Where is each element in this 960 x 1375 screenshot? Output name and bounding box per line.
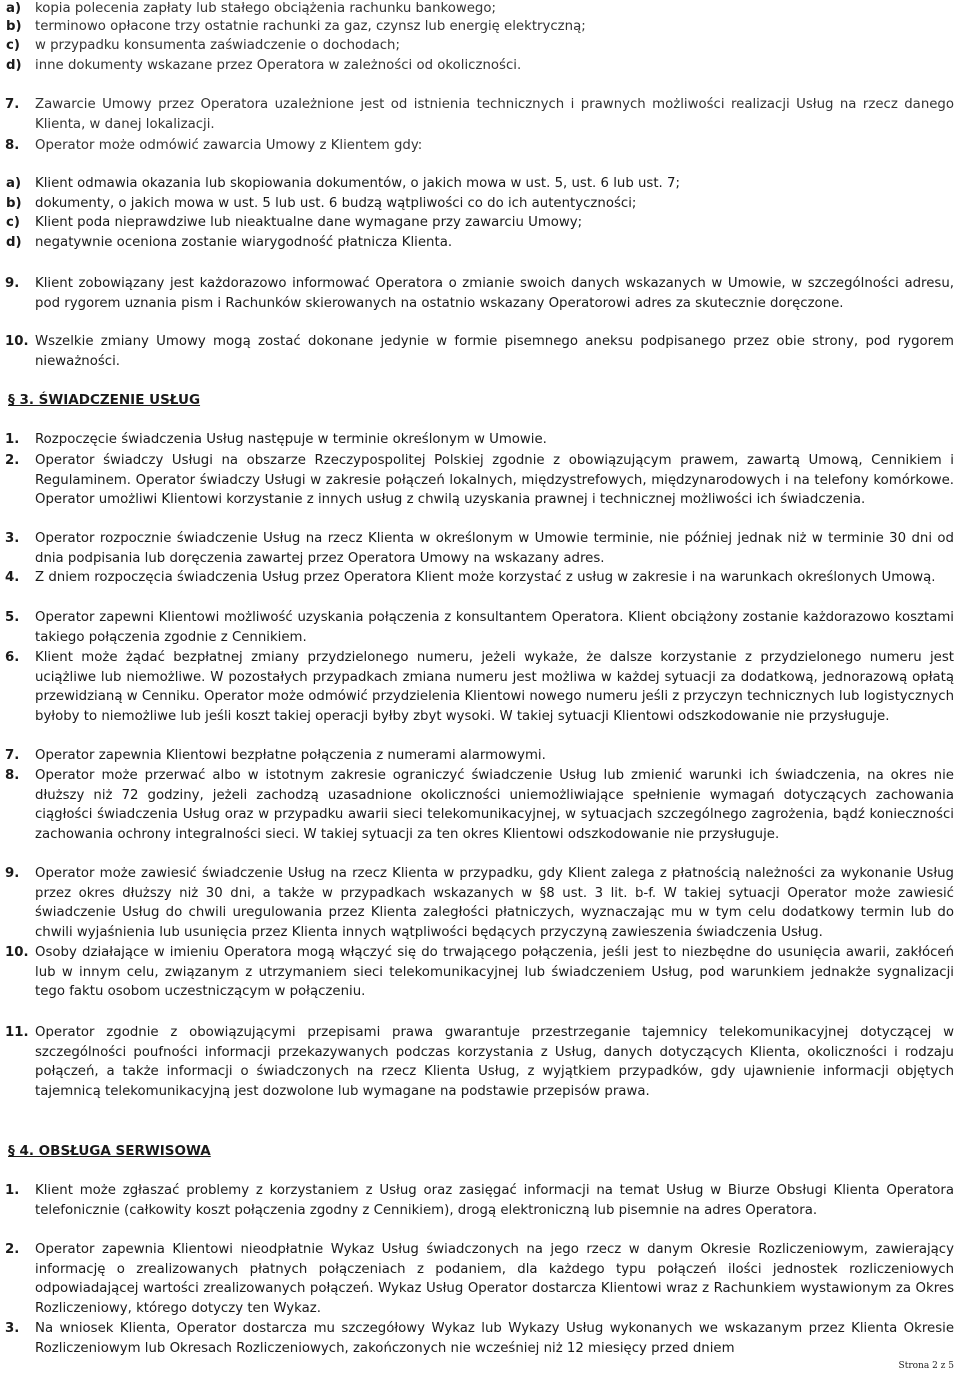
paragraph-text: Klient może żądać bezpłatnej zmiany przydzielonego numeru, jeżeli wykaże, że dalsze korzystanie z przydzielonego numeru jest uciążliwe lub niemożliwe. W pozostałych przypadkach zmiana numeru jest możliwa w każdej sytuacji za dodatkową, jednorazową opłatą przewidzianą w Cenniku. Operator może odmówić przydzielenia Klientowi nowego numeru jeśli z przyczyn technicznych lub logistycznych byłoby to niemożliwe lub jeśli koszt takiej operacji byłby zbyt wysoki. W takiej sytuacji Klientowi odszkodowanie nie przysługuje. [35, 650, 954, 724]
paragraph-text: Na wniosek Klienta, Operator dostarcza mu szczegółowy Wykaz lub Wykazy Usług wykonanych we wskazanym przez Klienta Okresie Rozliczeniowym lub Okresach Rozliczeniowych, zakończonych nie wcześniej niż 12 miesięcy przed dniem [35, 1321, 954, 1356]
section3-item-10 [0, 943, 960, 1002]
paragraph-text: Operator może odmówić zawarcia Umowy z Klientem gdy: [35, 138, 423, 153]
paragraph-number: 8. [5, 768, 20, 783]
paragraph-text: Klient może zgłaszać problemy z korzystaniem z Usług oraz zasięgać informacji na temat Usług w Biurze Obsługi Klienta Operatora telefonicznie (całkowity koszt połączenia zgodny z Cennikiem), drogą elektroniczną lub pisemnie na adres Operatora. [35, 1183, 954, 1218]
paragraph-text: Wszelkie zmiany Umowy mogą zostać dokonane jedynie w formie pisemnego aneksu podpisanego przez obie strony, pod rygorem nieważności. [35, 334, 954, 369]
paragraph-number: 9. [5, 866, 20, 881]
paragraph-text: Zawarcie Umowy przez Operatora uzależnione jest od istnienia technicznych i prawnych możliwości realizacji Usług na rzecz danego Klienta, w danej lokalizacji. [35, 97, 954, 132]
paragraph-text: Osoby działające w imieniu Operatora mogą włączyć się do trwającego połączenia, jeśli jest to niezbędne do usunięcia awarii, zakłóceń lub w innym celu, związanym z utrzymaniem sieci telekomunikacyjnej lub świadczeniem Usług, pod warunkiem jednakże sygnalizacji tego faktu osobom uczestniczącym w połączeniu. [35, 945, 954, 999]
paragraph-number: 9. [5, 276, 20, 291]
list-item-text: w przypadku konsumenta zaświadczenie o dochodach; [35, 38, 400, 53]
section3-item-4 [0, 568, 960, 588]
list-item-text: Klient odmawia okazania lub skopiowania dokumentów, o jakich mowa w ust. 5, ust. 6 lub ust. 7; [35, 176, 680, 191]
list-item-label: c) [6, 215, 20, 230]
list-item [0, 213, 960, 233]
list-item [0, 0, 960, 19]
list-item [0, 17, 960, 37]
list-item [0, 233, 960, 253]
paragraph-number: 8. [5, 138, 20, 153]
section3-item-9 [0, 864, 960, 942]
paragraph-number: 2. [5, 1242, 20, 1257]
list-item [0, 194, 960, 214]
paragraph-text: Operator może przerwać albo w istotnym zakresie ograniczyć świadczenie Usług lub zmienić warunki ich świadczenia, na okres nie dłuższy niż 72 godziny, jeżeli zachodzą uzasadnione okoliczności uniemożliwiające spełnienie wymagań dotyczących zachowania ciągłości świadczenia Usług oraz w przypadku awarii sieci telekomunikacyjnej, w sytuacjach szczególnego zagrożenia, bądź konieczności zachowania ochrony integralności sieci. W takiej sytuacji za ten okres Klientowi odszkodowanie nie przysługuje. [35, 768, 954, 842]
paragraph-text: Operator może zawiesić świadczenie Usług na rzecz Klienta w przypadku, gdy Klient zalega z płatnością należności za wykonanie Usług przez okres dłuższy niż 30 dni, a także w przypadkach wskazanych w §8 ust. 3 lit. b-f. W takiej sytuacji Operator może zawiesić świadczenie Usług do chwili uregulowania przez Klienta zaległości płatniczych, wyznaczając mu w tym celu dodatkowy termin lub do chwili wyjaśnienia lub usunięcia przez Klienta innych wątpliwości będących przyczyną zawieszenia świadczenia Usług. [35, 866, 954, 940]
list-item-text: dokumenty, o jakich mowa w ust. 5 lub ust. 6 budzą wątpliwości co do ich autentyczności; [35, 196, 637, 211]
paragraph-text: Operator zapewni Klientowi możliwość uzyskania połączenia z konsultantem Operatora. Klient obciążony zostanie każdorazowo kosztami takiego połączenia zgodnie z Cennikiem. [35, 610, 954, 645]
list-item-text: negatywnie oceniona zostanie wiarygodność płatnicza Klienta. [35, 235, 453, 250]
paragraph-9 [0, 274, 960, 313]
section4-item-1 [0, 1181, 960, 1220]
paragraph-number: 5. [5, 610, 20, 625]
paragraph-number: 3. [5, 531, 20, 546]
list-item-text: terminowo opłacone trzy ostatnie rachunki za gaz, czynsz lub energię elektryczną; [35, 19, 586, 34]
section3-item-7 [0, 746, 960, 766]
paragraph-number: 4. [5, 570, 20, 585]
paragraph-number: 10. [5, 945, 29, 960]
paragraph-number: 6. [5, 650, 20, 665]
section3-item-3 [0, 529, 960, 568]
list-item-label: d) [6, 235, 22, 250]
section3-item-6 [0, 648, 960, 726]
section4-item-2 [0, 1240, 960, 1318]
paragraph-number: 1. [5, 432, 20, 447]
paragraph-text: Operator zapewnia Klientowi bezpłatne połączenia z numerami alarmowymi. [35, 748, 546, 763]
list-item-label: c) [6, 38, 20, 53]
paragraph-number: 3. [5, 1321, 20, 1336]
section-heading: § 4. OBSŁUGA SERWISOWA [8, 1143, 211, 1159]
section-heading: § 3. ŚWIADCZENIE USŁUG [8, 392, 201, 408]
list-item-label: a) [6, 176, 22, 191]
paragraph-number: 1. [5, 1183, 20, 1198]
paragraph-10 [0, 332, 960, 371]
list-item-text: kopia polecenia zapłaty lub stałego obciążenia rachunku bankowego; [35, 1, 496, 16]
paragraph-text: Rozpoczęcie świadczenia Usług następuje w terminie określonym w Umowie. [35, 432, 547, 447]
paragraph-number: 7. [5, 748, 20, 763]
paragraph-7 [0, 95, 960, 134]
section3-item-8 [0, 766, 960, 844]
paragraph-text: Operator świadczy Usługi na obszarze Rzeczypospolitej Polskiej zgodnie z obowiązującym prawem, zawartą Umową, Cennikiem i Regulaminem. Operator świadczy Usługi w zakresie połączeń lokalnych, międzystrefowych, międzynarodowych i na telefony komórkowe. Operator umożliwi Klientowi korzystanie z innych usług z chwilą uzyskania prawnej i technicznej możliwości ich świadczenia. [35, 453, 954, 507]
list-item-text: inne dokumenty wskazane przez Operatora w zależności od okoliczności. [35, 58, 522, 73]
list-item-label: b) [6, 196, 22, 211]
paragraph-text: Operator zgodnie z obowiązującymi przepisami prawa gwarantuje przestrzeganie tajemnicy telekomunikacyjnej dotyczącej w szczególności poufności informacji przekazywanych podczas korzystania z Usług, danych dotyczących Klienta, okoliczności i rodzaju połączeń, a także informacji o świadczonych na rzecz Klienta Usług, z wyjątkiem przypadków, gdy ujawnienie informacji objętych tajemnicą telekomunikacyjną jest dozwolone lub wymagane na podstawie przepisów prawa. [35, 1025, 954, 1099]
list-item-text: Klient poda nieprawdziwe lub nieaktualne dane wymagane przy zawarciu Umowy; [35, 215, 583, 230]
paragraph-text: Klient zobowiązany jest każdorazowo informować Operatora o zmianie swoich danych wskazanych w Umowie, w szczególności adresu, pod rygorem uznania pism i Rachunków skierowanych na ostatnio wskazany Operatorowi adres za skutecznie doręczone. [35, 276, 954, 311]
paragraph-text: Operator rozpocznie świadczenie Usług na rzecz Klienta w określonym w Umowie terminie, nie później jednak niż w terminie 30 dni od dnia podpisania lub doręczenia zawartej przez Operatora Umowy na wskazany adres. [35, 531, 954, 566]
paragraph-8 [0, 136, 960, 156]
list-item [0, 36, 960, 56]
list-item [0, 174, 960, 194]
paragraph-number: 7. [5, 97, 20, 112]
section3-item-5 [0, 608, 960, 647]
paragraph-number: 10. [5, 334, 29, 349]
paragraph-number: 11. [5, 1025, 29, 1040]
page-number: Strona 2 z 5 [898, 1361, 954, 1371]
paragraph-text: Z dniem rozpoczęcia świadczenia Usług przez Operatora Klient może korzystać z usług w zakresie i na warunkach określonych Umową. [35, 570, 936, 585]
list-item [0, 56, 960, 76]
section3-item-11 [0, 1023, 960, 1101]
list-item-label: a) [6, 1, 22, 16]
list-item-label: b) [6, 19, 22, 34]
list-item-label: d) [6, 58, 22, 73]
section3-item-1 [0, 430, 960, 450]
paragraph-text: Operator zapewnia Klientowi nieodpłatnie Wykaz Usług świadczonych na jego rzecz w danym Okresie Rozliczeniowym, zawierający informację o zrealizowanych płatnych połączeniach z podaniem, dla każdego typu połączeń ilości jednostek rozliczeniowych odpowiadającej wartości zrealizowanych połączeń. Wykaz Usług Operator dostarcza Klientowi wraz z Rachunkiem wystawionym za Okres Rozliczeniowy, którego dotyczy ten Wykaz. [35, 1242, 954, 1316]
section3-item-2 [0, 451, 960, 510]
paragraph-number: 2. [5, 453, 20, 468]
section4-item-3 [0, 1319, 960, 1358]
